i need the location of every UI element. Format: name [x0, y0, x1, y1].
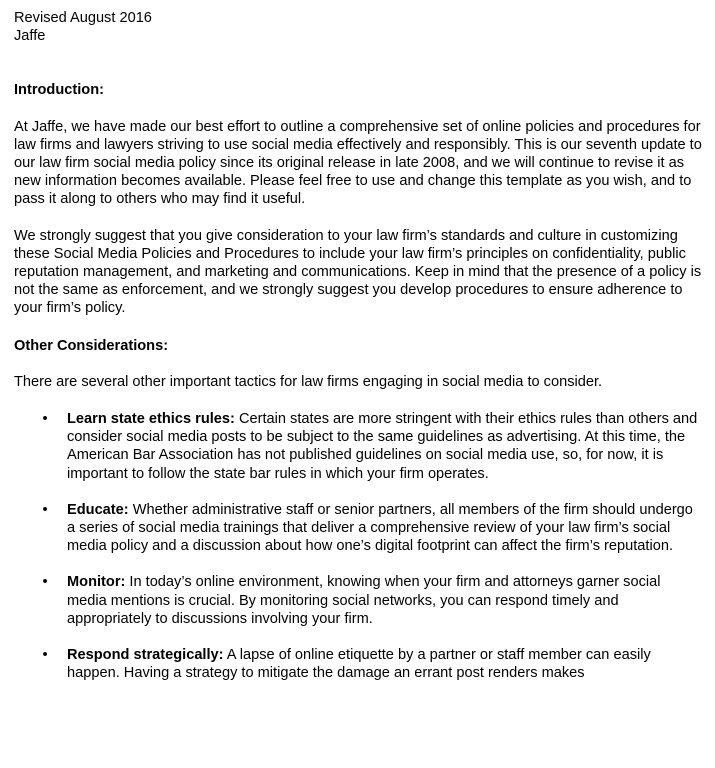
list-item	[14, 646, 704, 682]
list-item-term: Monitor:	[67, 574, 126, 591]
list-item-text: Certain states are more stringent with their ethics rules than others and consider social media posts to be subject to the same guidelines as advertising. At this time, the American Bar Association has not published guidelines on social media use, so, for now, it is important to follow the state bar rules in which your firm operates.	[67, 411, 698, 482]
list-item-term: Respond strategically:	[67, 647, 224, 664]
list-item-term: Educate:	[67, 501, 129, 518]
introduction-paragraph-2: We strongly suggest that you give consideration to your law firm’s standards and culture in customizing these Social Media Policies and Procedures to include your law firm’s principles on confidentiality, public reputation management, and marketing and communications. Keep in mind that the presence of a policy is not the same as enforcement, and we strongly suggest you develop procedures to ensure adherence to your firm’s policy.	[14, 227, 702, 317]
list-item	[14, 501, 704, 556]
list-item-term: Learn state ethics rules:	[67, 411, 235, 428]
list-item-text: In today’s online environment, knowing when your firm and attorneys garner social media mentions is crucial. By monitoring social networks, you can respond timely and appropriately to discussions involving your firm.	[67, 574, 661, 627]
bullet-icon: •	[42, 574, 48, 591]
revision-date: Revised August 2016	[14, 10, 152, 26]
list-item	[14, 573, 704, 628]
list-item-text: Whether administrative staff or senior partners, all members of the firm should undergo a series of social media trainings that deliver a comprehensive review of your law firm’s social media policy and a discussion about how one’s digital footprint can affect the firm’s reputation.	[67, 501, 693, 555]
list-item-text: A lapse of online etiquette by a partner or staff member can easily happen. Having a strategy to mitigate the damage an errant post renders makes	[67, 647, 651, 682]
introduction-heading: Introduction:	[14, 82, 104, 99]
document-page	[14, 9, 704, 700]
list-item	[14, 410, 704, 483]
other-considerations-heading: Other Considerations:	[14, 337, 169, 354]
introduction-paragraph-1: At Jaffe, we have made our best effort to outline a comprehensive set of online policies and procedures for law firms and lawyers striving to use social media effectively and responsibly. This is our seventh update to our law firm social media policy since its original release in late 2008, and we will continue to revise it as new information becomes available. Please feel free to use and change this template as you wish, and to pass it along to others who may find it useful.	[14, 118, 702, 208]
bullet-icon: •	[42, 501, 48, 518]
author-name: Jaffe	[14, 28, 46, 45]
considerations-list	[14, 410, 704, 682]
bullet-icon: •	[42, 411, 48, 428]
considerations-lead: There are several other important tactics for law firms engaging in social media to consider.	[14, 373, 603, 390]
bullet-icon: •	[42, 647, 48, 664]
